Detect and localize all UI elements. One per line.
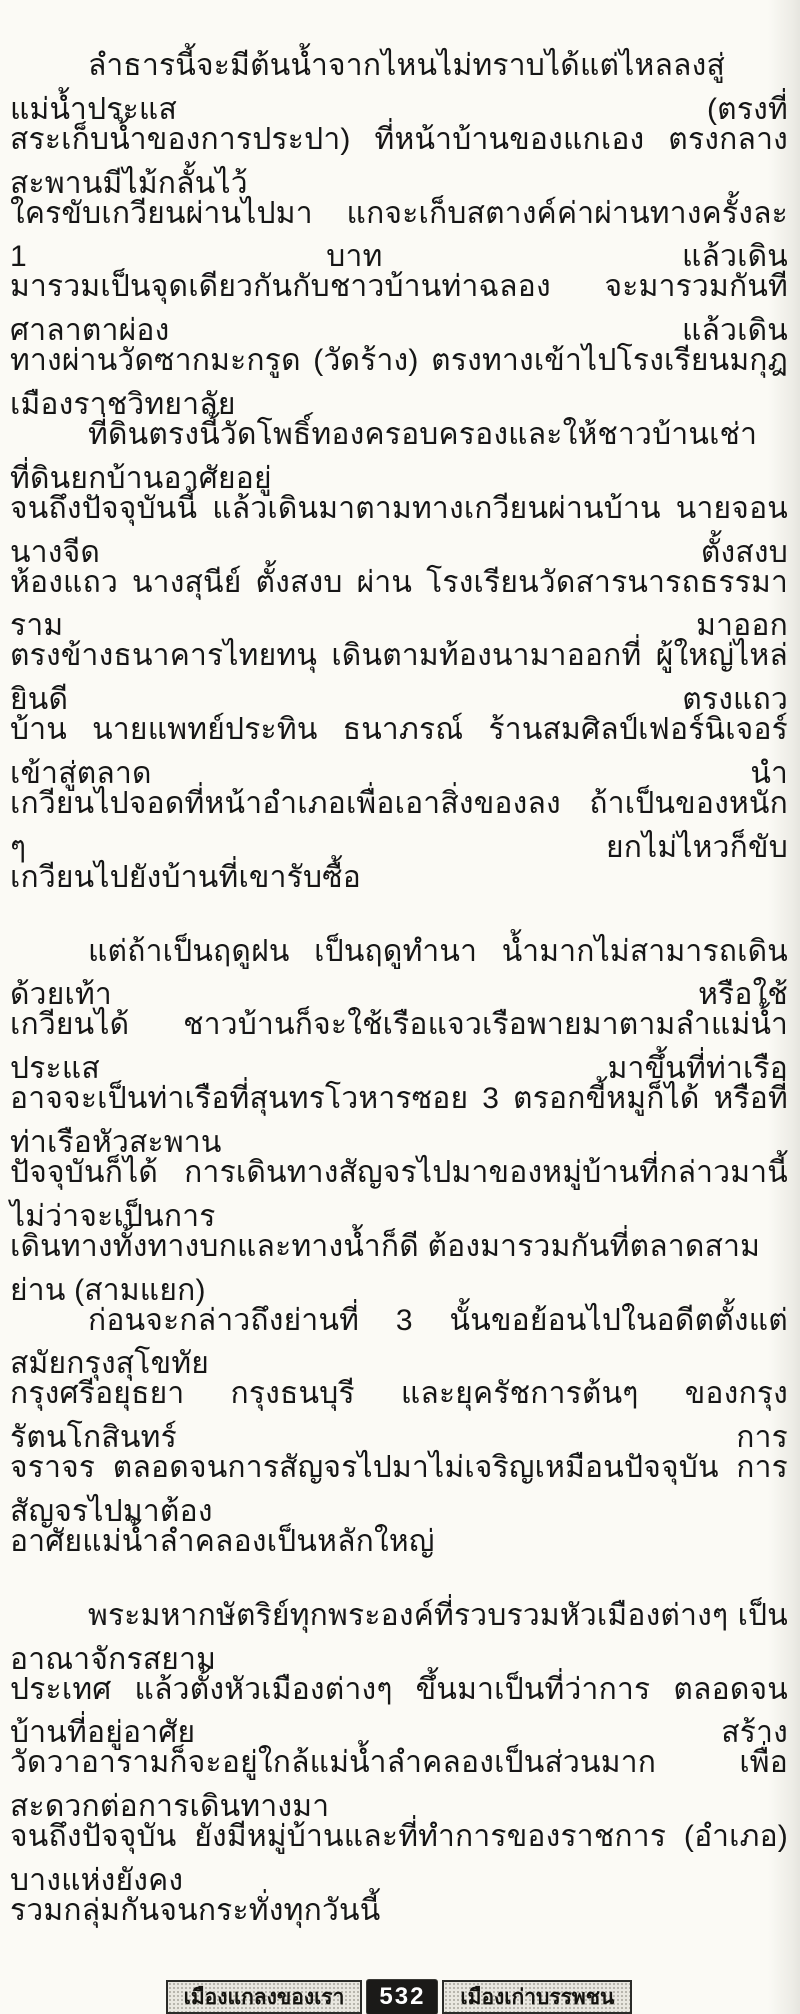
text-line: จนถึงปัจจุบัน ยังมีหมู่บ้านและที่ทำการของราชการ (อำเภอ) บางแห่งยังคง xyxy=(10,1820,788,1897)
paragraph-4 xyxy=(10,1299,788,1564)
text-line: ก่อนจะกล่าวถึงย่านที่ 3 นั้นขอย้อนไปในอดีตตั้งแต่ สมัยกรุงสุโขทัย xyxy=(10,1303,788,1381)
text-line: ปัจจุบันก็ได้ การเดินทางสัญจรไปมาของหมู่บ้านที่กล่าวมานี้ ไม่ว่าจะเป็นการ xyxy=(10,1155,788,1233)
text-line: ลำธารนี้จะมีต้นน้ำจากไหนไม่ทราบได้แต่ไหลลงสู่แม่น้ำประแส (ตรงที่ xyxy=(10,49,788,126)
text-line: ทางผ่านวัดซากมะกรูด (วัดร้าง) ตรงทางเข้าไปโรงเรียนมกุฎเมืองราชวิทยาลัย xyxy=(10,344,788,421)
text-line: กรุงศรีอยุธยา กรุงธนบุรี และยุครัชการต้นๆ ของกรุงรัตนโกสินทร์ การ xyxy=(10,1377,788,1455)
text-line: เกวียนได้ ชาวบ้านก็จะใช้เรือแจวเรือพายมาตามลำแม่น้ำประแส มาขึ้นที่ท่าเรือ xyxy=(10,1008,788,1086)
text-line: เดินทางทั้งทางบกและทางน้ำก็ดี ต้องมารวมกันที่ตลาดสามย่าน (สามแยก) xyxy=(10,1229,761,1307)
footer-right-title: เมืองเก่าบรรพชน xyxy=(442,1980,632,2014)
paragraph-2 xyxy=(10,413,788,900)
text-line: ใครขับเกวียนผ่านไปมา แกจะเก็บสตางค์ค่าผ่านทางครั้งละ 1 บาท แล้วเดิน xyxy=(10,196,788,274)
text-line: บ้าน นายแพทย์ประทิน ธนาภรณ์ ร้านสมศิลป์เฟอร์นิเจอร์ เข้าสู่ตลาด นำ xyxy=(10,713,788,790)
text-line: สระเก็บน้ำของการประปา) ที่หน้าบ้านของแกเอง ตรงกลางสะพานมีไม้กลั้นไว้ xyxy=(10,122,788,200)
text-line: วัดวาอารามก็จะอยู่ใกล้แม่น้ำลำคลองเป็นส่วนมาก เพื่อสะดวกต่อการเดินทางมา xyxy=(10,1746,788,1824)
text-line: มารวมเป็นจุดเดียวกันกับชาวบ้านท่าฉลอง จะมารวมกันทีศาลาตาผ่อง แล้วเดิน xyxy=(10,270,788,348)
text-line: อาจจะเป็นท่าเรือที่สุนทรโวหารซอย 3 ตรอกขี้หมูก็ได้ หรือที่ท่าเรือหัวสะพาน xyxy=(10,1082,788,1159)
page-footer xyxy=(10,1980,788,2014)
text-line: จนถึงปัจจุบันนี้ แล้วเดินมาตามทางเกวียนผ่านบ้าน นายจอน นางจีด ตั้งสงบ xyxy=(10,491,788,569)
text-line: ประเทศ แล้วตั้งหัวเมืองต่างๆ ขึ้นมาเป็นที่ว่าการ ตลอดจนบ้านที่อยู่อาศัย สร้าง xyxy=(10,1672,788,1750)
paragraph-5 xyxy=(10,1594,788,1933)
footer-left-title: เมืองแกลงของเรา xyxy=(166,1980,363,2014)
text-line: เกวียนไปยังบ้านที่เขารับซื้อ xyxy=(10,860,362,894)
text-line: รวมกลุ่มกันจนกระทั่งทุกวันนี้ xyxy=(10,1893,381,1927)
text-line: ตรงข้างธนาคารไทยทนุ เดินตามท้องนามาออกที่ ผู้ใหญ่ไหล่ ยินดี ตรงแถว xyxy=(10,639,788,717)
paragraph-1 xyxy=(10,44,788,421)
text-line: จราจร ตลอดจนการสัญจรไปมาไม่เจริญเหมือนปัจจุบัน การสัญจรไปมาต้อง xyxy=(10,1451,788,1528)
text-line: ที่ดินตรงนี้วัดโพธิ์ทองครอบครองและให้ชาวบ้านเช่าที่ดินยกบ้านอาศัยอยู่ xyxy=(10,417,758,495)
text-line: เกวียนไปจอดที่หน้าอำเภอเพื่อเอาสิ่งของลง ถ้าเป็นของหนัก ๆ ยกไม่ไหวก็ขับ xyxy=(10,786,788,864)
page-number-badge: 532 xyxy=(367,1980,437,2014)
paragraph-3 xyxy=(10,930,788,1307)
text-line: ห้องแถว นางสุนีย์ ตั้งสงบ ผ่าน โรงเรียนวัดสารนารถธรรมาราม มาออก xyxy=(10,565,788,643)
text-line: แต่ถ้าเป็นฤดูฝน เป็นฤดูทำนา น้ำมากไม่สามารถเดินด้วยเท้า หรือใช้ xyxy=(10,934,788,1012)
text-line: พระมหากษัตริย์ทุกพระองค์ที่รวบรวมหัวเมืองต่างๆ เป็นอาณาจักรสยาม xyxy=(10,1598,788,1676)
text-line: อาศัยแม่น้ำลำคลองเป็นหลักใหญ่ xyxy=(10,1524,435,1558)
